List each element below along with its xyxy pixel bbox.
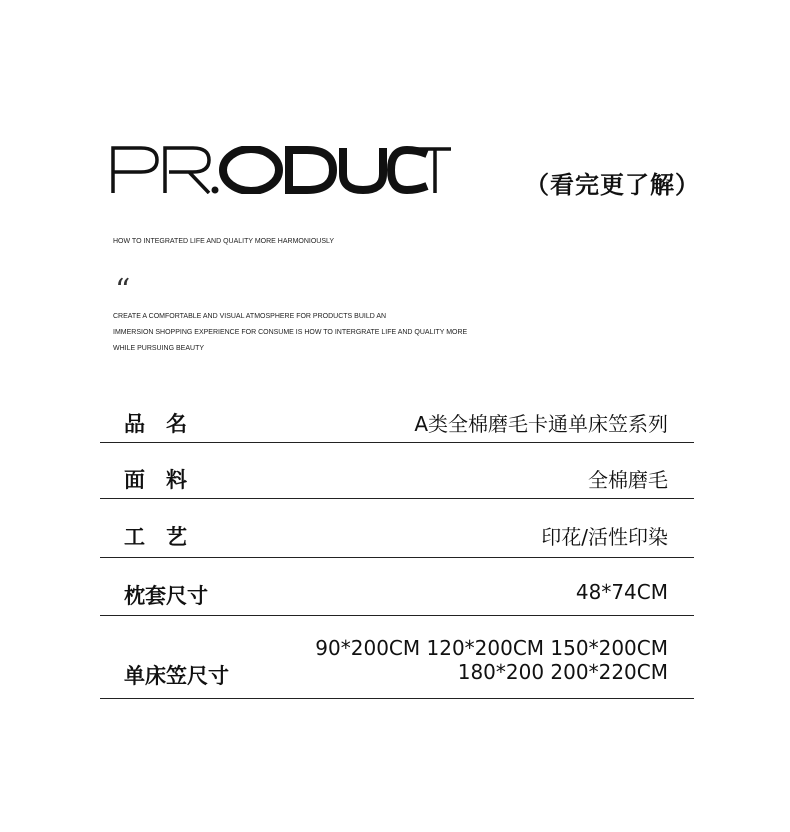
spec-value: 印花/活性印染: [541, 525, 668, 549]
description: [113, 309, 533, 357]
product-logotype-icon: [111, 146, 453, 194]
description-line: IMMERSION SHOPPING EXPERIENCE FOR CONSUME IS HOW TO INTERGRATE LIFE AND QUALITY MORE: [113, 329, 468, 336]
spec-label: 单床笠尺寸: [124, 664, 229, 688]
product-logo: [111, 146, 453, 194]
spec-row-pillowcase-size: [100, 558, 694, 616]
spec-row-craft: [100, 499, 694, 558]
spec-value: A类全棉磨毛卡通单床笠系列: [414, 412, 668, 436]
spec-label: 枕套尺寸: [124, 584, 208, 608]
spec-table: [100, 398, 694, 699]
spec-value-line: 90*200CM 120*200CM 150*200CM: [315, 636, 668, 660]
read-more-hint: （看完更了解）: [525, 171, 700, 199]
spec-value: 全棉磨毛: [588, 468, 668, 492]
description-line: CREATE A COMFORTABLE AND VISUAL ATMOSPHERE FOR PRODUCTS BUILD AN: [113, 313, 387, 320]
spec-label: 面 料: [124, 468, 187, 492]
spec-label: 工 艺: [124, 525, 187, 549]
spec-value: 48*74CM: [575, 580, 668, 604]
spec-value-line: 180*200 200*220CM: [457, 660, 668, 684]
spec-label: 品 名: [124, 412, 187, 436]
description-line: WHILE PURSUING BEAUTY: [113, 345, 205, 352]
spec-row-fabric: [100, 443, 694, 499]
spec-row-fitted-sheet-size: [100, 616, 694, 699]
quote-icon: “: [115, 273, 131, 308]
spec-value: [315, 636, 668, 684]
spec-row-name: [100, 398, 694, 443]
tagline: HOW TO INTEGRATED LIFE AND QUALITY MORE HARMONIOUSLY: [113, 238, 335, 245]
